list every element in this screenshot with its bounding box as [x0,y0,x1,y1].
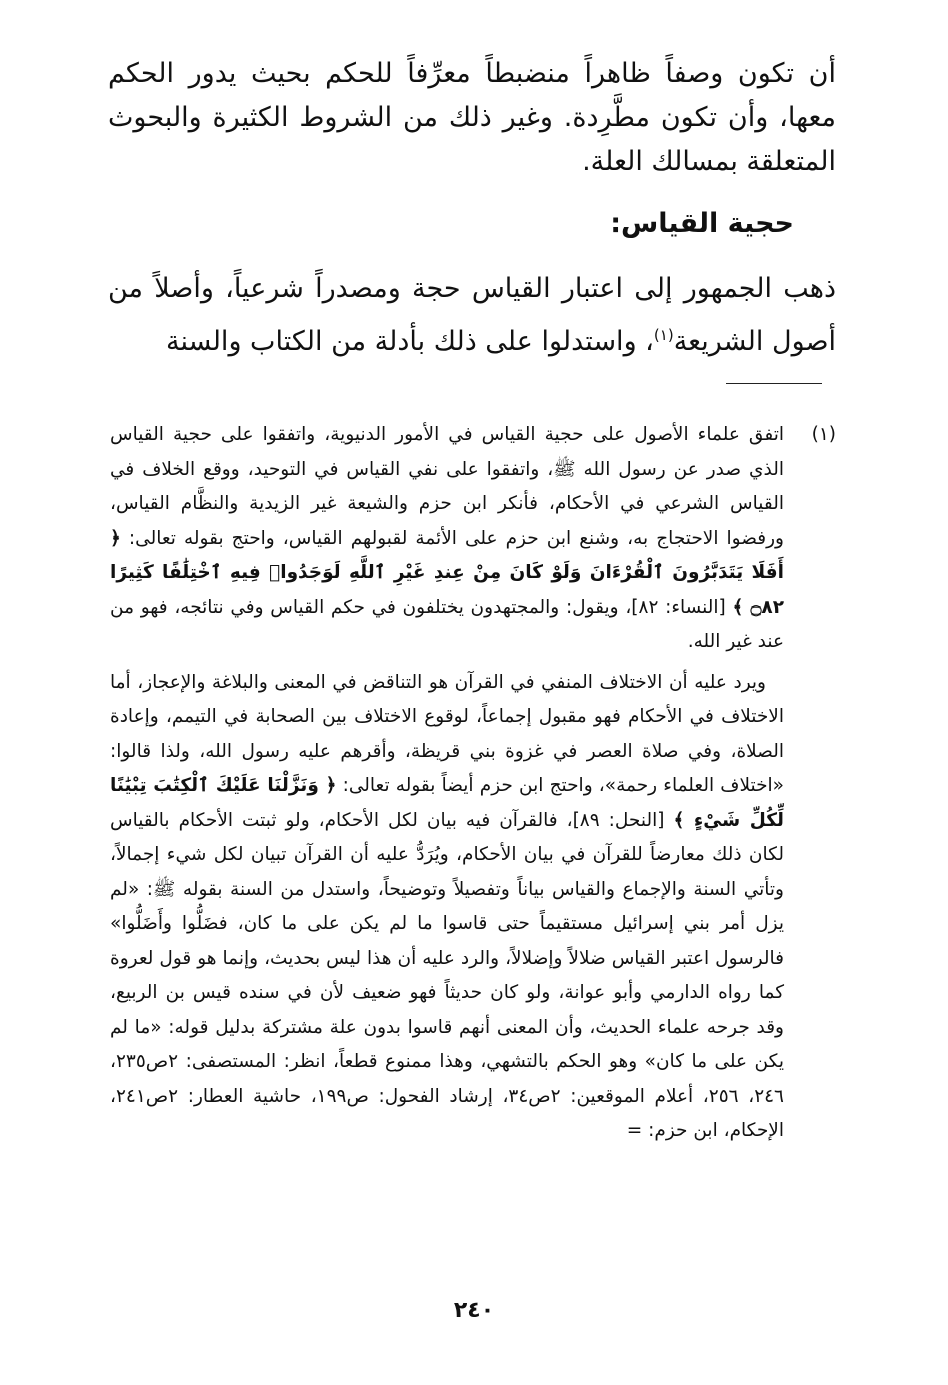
footnote-text-3: ويرد عليه أن الاختلاف المنفي في القرآن هو التناقض في المعنى والبلاغة والإعجاز، أما الاختلاف في الأحكام فهو مقبول إجماعاً، لوقوع الاختلاف بين الصحابة في التيمم، وإعادة الصلاة، وفي صلاة العصر في غزوة بني قريظة، وأقرهم عليه رسول الله، ولذا قالوا: «اختلاف العلماء رحمة»، واحتج ابن حزم أيضاً بقوله تعالى: [110,671,784,796]
quran-verse-2: ﴿ وَنَزَّلْنَا عَلَيْكَ ٱلْكِتَٰبَ تِبْيَٰنًا لِّكُلِّ شَيْءٍ ﴾ [110,775,784,831]
footnote-text-1: اتفق علماء الأصول على حجية القياس في الأمور الدنيوية، واتفقوا على حجية القياس الذي صدر عن رسول الله ﷺ، واتفقوا على نفي القياس في التوحيد، ووقع الخلاف في القياس الشرعي في الأحكام، فأنكر ابن حزم والشيعة غير الزيدية والنظَّام القياس، ورفضوا الاحتجاج به، وشنع ابن حزم على الأئمة لقبولهم القياس، واحتج بقوله تعالى: [110,424,784,549]
paragraph-2 [108,266,836,365]
footnote-separator [726,383,822,384]
paragraph-2-text-b: ، واستدلوا على ذلك بأدلة من الكتاب والسنة [166,326,654,357]
paragraph-1-text: أن تكون وصفاً ظاهراً منضبطاً معرِّفاً للحكم بحيث يدور الحكم معها، وأن تكون مطَّرِدة. وغير ذلك من الشروط الكثيرة والبحوث المتعلقة بمسالك العلة. [108,58,836,177]
footnote-paragraph-2 [110,666,784,1149]
footnote-reference[interactable]: (١) [653,326,674,344]
footnote [110,418,836,1149]
paragraph-1 [108,52,836,184]
page-number: ٢٤٠ [453,1298,495,1323]
paragraph-2-text-a: ذهب الجمهور إلى اعتبار القياس حجة ومصدراً شرعياً، وأصلاً من أصول الشريعة [108,273,836,357]
footnote-body [110,418,784,1149]
section-heading: حجية القياس: [610,208,794,239]
footnote-text-4: [النحل: ٨٩]، فالقرآن فيه بيان لكل الأحكام، ولو ثبتت الأحكام بالقياس لكان ذلك معارضاً للقرآن في بيان الأحكام، ويُرَدُّ عليه أن القرآن تبيان لكل شيء إجمالاً، وتأتي السنة والإجماع والقياس بياناً وتفصيلاً وتوضيحاً، واستدل من السنة بقوله ﷺ: «لم يزل أمر بني إسرائيل مستقيماً حتى قاسوا ما لم يكن على ما كان، فضَلُّوا وأَضَلُّوا» فالرسول اعتبر القياس ضلالاً وإضلالاً، والرد عليه أن هذا ليس بحديث، وإنما هو قول لعروة كما رواه الدارمي وأبو عوانة، ولو كان حديثاً فهو ضعيف لأن في سنده قيس بن الربيع، وقد جرحه علماء الحديث، وأن المعنى أنهم قاسوا بدون علة مشتركة بدليل قوله: «ما لم يكن على ما كان» وهو الحكم بالتشهي، وهذا ممنوع قطعاً، انظر: المستصفى: ٢ص٢٣٥، ٢٤٦، ٢٥٦، أعلام الموقعين: ٢ص٣٤، إرشاد الفحول: ص١٩٩، حاشية العطار: ٢ص٢٤١، الإحكام، ابن حزم: = [110,809,784,1141]
quran-verse-1: ﴿ أَفَلَا يَتَدَبَّرُونَ ٱلْقُرْءَانَ وَلَوْ كَانَ مِنْ عِندِ غَيْرِ ٱللَّهِ لَوَجَدُوا۟ فِيهِ ٱخْتِلَٰفًا كَثِيرًا ۝٨٢ ﴾ [110,527,784,618]
footnote-number: (١) [811,424,836,445]
footnote-paragraph-1 [110,418,784,660]
footnote-text-2: [النساء: ٨٢]، ويقول: والمجتهدون يختلفون في حكم القياس وفي نتائجه، فهو من عند غير الله. [110,596,784,652]
